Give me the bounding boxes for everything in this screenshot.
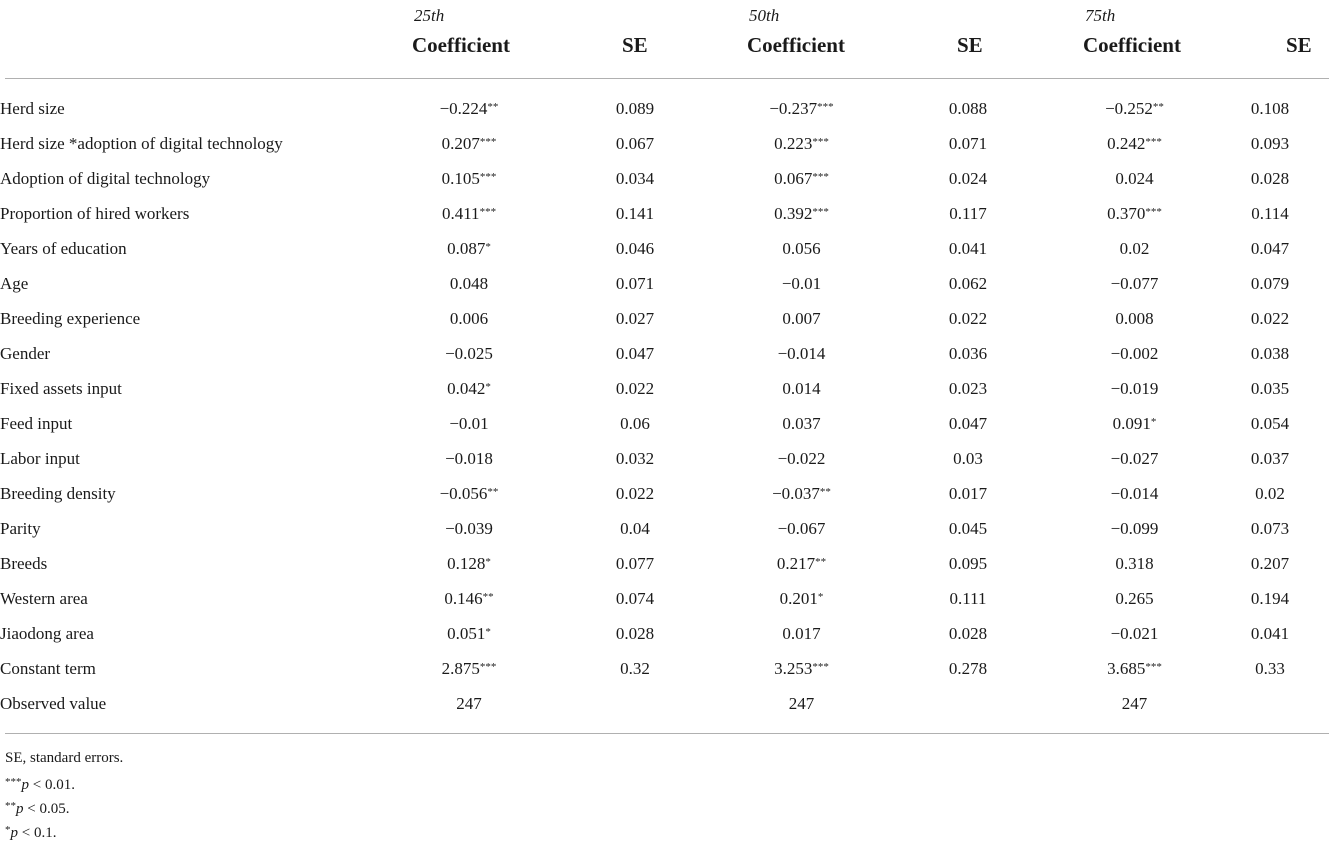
table-row — [0, 371, 1334, 406]
coef-50th-cell: 0.223*** — [774, 133, 829, 153]
note-p005: **p < 0.05. — [5, 800, 70, 817]
se-25th-cell: 0.047 — [615, 343, 655, 363]
se-25th-cell: 0.028 — [615, 623, 655, 643]
coef-25th-cell: 0.128* — [447, 553, 491, 573]
table-row — [0, 511, 1334, 546]
se-50th-cell: 0.023 — [948, 378, 988, 398]
quantile-50th-label: 50th — [749, 6, 780, 25]
row-label: Labor input — [0, 448, 80, 468]
coef-header-25th: Coefficient — [412, 33, 510, 57]
se-50th-cell: 0.045 — [948, 518, 988, 538]
se-75th-cell: 0.194 — [1250, 588, 1290, 608]
se-50th-cell: 0.036 — [948, 343, 988, 363]
table-row — [0, 91, 1334, 126]
se-50th-cell: 0.047 — [948, 413, 988, 433]
se-50th-cell: 0.041 — [948, 238, 988, 258]
coef-25th-cell: 247 — [456, 693, 482, 713]
se-25th-cell: 0.034 — [615, 168, 655, 188]
row-label: Breeding density — [0, 483, 116, 503]
table-row — [0, 161, 1334, 196]
se-50th-cell: 0.278 — [948, 658, 988, 678]
se-25th-cell: 0.089 — [615, 98, 655, 118]
note-se: SE, standard errors. — [5, 750, 124, 766]
row-label: Adoption of digital technology — [0, 168, 211, 188]
coef-header-75th: Coefficient — [1083, 33, 1181, 57]
coef-75th-cell: 0.370*** — [1107, 203, 1162, 223]
row-label: Herd size — [0, 98, 65, 118]
table-row — [0, 476, 1334, 511]
se-75th-cell: 0.114 — [1251, 203, 1289, 223]
se-50th-cell: 0.024 — [948, 168, 988, 188]
row-label: Breeding experience — [0, 308, 141, 328]
table-row — [0, 196, 1334, 231]
coef-50th-cell: −0.067 — [777, 518, 826, 538]
se-75th-cell: 0.038 — [1250, 343, 1290, 363]
coef-75th-cell: 0.008 — [1115, 308, 1154, 328]
se-25th-cell: 0.04 — [620, 518, 650, 538]
coef-50th-cell: 3.253*** — [774, 658, 829, 678]
se-50th-cell: 0.117 — [949, 203, 987, 223]
coef-75th-cell: 0.242*** — [1107, 133, 1162, 153]
row-label: Age — [0, 273, 29, 293]
coef-50th-cell: 0.201* — [779, 588, 824, 608]
se-25th-cell: 0.071 — [615, 273, 655, 293]
se-50th-cell: 0.071 — [948, 133, 988, 153]
coef-25th-cell: 0.042* — [447, 378, 491, 398]
table-row — [0, 126, 1334, 161]
quantile-75th-label: 75th — [1085, 6, 1116, 25]
se-25th-cell: 0.022 — [615, 378, 655, 398]
coef-50th-cell: −0.037** — [772, 483, 831, 503]
row-label: Constant term — [0, 658, 96, 678]
coef-50th-cell: −0.014 — [777, 343, 826, 363]
quantile-25th-label: 25th — [414, 6, 445, 25]
coef-75th-cell: 0.318 — [1115, 553, 1154, 573]
table-row — [0, 581, 1334, 616]
se-75th-cell: 0.022 — [1250, 308, 1290, 328]
coef-75th-cell: −0.099 — [1110, 518, 1159, 538]
row-label: Jiaodong area — [0, 623, 94, 643]
row-label: Parity — [0, 518, 41, 538]
row-label: Herd size *adoption of digital technology — [0, 133, 283, 153]
coef-25th-cell: −0.025 — [445, 343, 493, 363]
se-75th-cell — [1206, 686, 1334, 721]
coef-75th-cell: 0.091* — [1112, 413, 1157, 433]
se-75th-cell: 0.041 — [1250, 623, 1290, 643]
coef-75th-cell: −0.252** — [1105, 98, 1164, 118]
se-75th-cell: 0.037 — [1250, 448, 1290, 468]
se-header-50th: SE — [957, 33, 983, 57]
coef-25th-cell: −0.01 — [449, 413, 489, 433]
coef-50th-cell: 0.067*** — [774, 168, 829, 188]
table-row — [0, 546, 1334, 581]
row-label: Breeds — [0, 553, 48, 573]
row-label: Western area — [0, 588, 88, 608]
se-50th-cell: 0.088 — [948, 98, 988, 118]
se-75th-cell: 0.073 — [1250, 518, 1290, 538]
coef-25th-cell: 0.411*** — [441, 203, 497, 223]
coef-50th-cell: 0.056 — [782, 238, 821, 258]
table-row — [0, 336, 1334, 371]
se-50th-cell: 0.028 — [948, 623, 988, 643]
coef-75th-cell: 0.02 — [1119, 238, 1150, 258]
se-25th-cell: 0.032 — [615, 448, 655, 468]
se-header-25th: SE — [622, 33, 648, 57]
se-75th-cell: 0.33 — [1255, 658, 1285, 678]
table-notes — [5, 746, 123, 842]
se-75th-cell: 0.207 — [1250, 553, 1290, 573]
coef-50th-cell: 0.392*** — [774, 203, 829, 223]
header-rule — [5, 78, 1329, 79]
coef-75th-cell: 3.685*** — [1107, 658, 1162, 678]
row-label: Observed value — [0, 693, 107, 713]
se-25th-cell: 0.32 — [620, 658, 650, 678]
coef-25th-cell: −0.018 — [445, 448, 493, 468]
se-50th-cell: 0.062 — [948, 273, 988, 293]
coef-header-50th: Coefficient — [747, 33, 845, 57]
se-50th-cell: 0.03 — [953, 448, 983, 468]
coef-25th-cell: 0.048 — [449, 273, 489, 293]
se-25th-cell: 0.027 — [615, 308, 655, 328]
coef-75th-cell: −0.014 — [1110, 483, 1159, 503]
se-50th-cell: 0.111 — [949, 588, 987, 608]
se-75th-cell: 0.108 — [1250, 98, 1290, 118]
se-50th-cell: 0.095 — [948, 553, 988, 573]
row-label: Fixed assets input — [0, 378, 122, 398]
coef-75th-cell: −0.019 — [1110, 378, 1159, 398]
coef-50th-cell: −0.01 — [781, 273, 822, 293]
coef-25th-cell: 2.875*** — [441, 658, 497, 678]
row-label: Gender — [0, 343, 51, 363]
regression-table — [0, 91, 1334, 721]
coef-75th-cell: −0.077 — [1110, 273, 1159, 293]
coef-75th-cell: 0.265 — [1115, 588, 1154, 608]
table-row — [0, 686, 1334, 721]
coef-75th-cell: −0.002 — [1110, 343, 1159, 363]
coef-25th-cell: 0.006 — [449, 308, 489, 328]
se-header-75th: SE — [1286, 33, 1312, 57]
coef-50th-cell: 0.007 — [782, 308, 821, 328]
coef-25th-cell: −0.039 — [445, 518, 493, 538]
se-25th-cell: 0.074 — [615, 588, 655, 608]
table-row — [0, 231, 1334, 266]
coef-25th-cell: 0.087* — [447, 238, 491, 258]
coef-25th-cell: −0.224** — [439, 98, 499, 118]
coef-50th-cell: 247 — [788, 693, 815, 713]
row-label: Years of education — [0, 238, 127, 258]
coef-75th-cell: −0.021 — [1110, 623, 1159, 643]
coef-50th-cell: 0.014 — [782, 378, 821, 398]
table-row — [0, 406, 1334, 441]
coef-25th-cell: 0.207*** — [441, 133, 497, 153]
coef-50th-cell: 0.037 — [782, 413, 821, 433]
coef-25th-cell: 0.105*** — [441, 168, 497, 188]
se-75th-cell: 0.035 — [1250, 378, 1290, 398]
coef-25th-cell: −0.056** — [439, 483, 499, 503]
table-row — [0, 616, 1334, 651]
coef-50th-cell: 0.217** — [776, 553, 827, 573]
se-25th-cell: 0.067 — [615, 133, 655, 153]
se-25th-cell — [540, 686, 730, 721]
note-p001: ***p < 0.01. — [5, 776, 75, 793]
note-p01: *p < 0.1. — [5, 824, 57, 841]
footer-rule — [5, 733, 1329, 734]
table-body — [0, 91, 1334, 721]
coef-25th-cell: 0.051* — [447, 623, 491, 643]
se-25th-cell: 0.077 — [615, 553, 655, 573]
se-75th-cell: 0.02 — [1255, 483, 1285, 503]
se-75th-cell: 0.054 — [1250, 413, 1290, 433]
se-25th-cell: 0.022 — [615, 483, 655, 503]
se-75th-cell: 0.079 — [1250, 273, 1290, 293]
se-50th-cell: 0.022 — [948, 308, 988, 328]
table-row — [0, 266, 1334, 301]
se-50th-cell: 0.017 — [948, 483, 988, 503]
se-25th-cell: 0.141 — [615, 203, 655, 223]
coef-75th-cell: 247 — [1121, 693, 1148, 713]
se-50th-cell — [873, 686, 1063, 721]
coef-50th-cell: −0.237*** — [769, 98, 834, 118]
row-label: Feed input — [0, 413, 73, 433]
se-75th-cell: 0.028 — [1250, 168, 1290, 188]
se-75th-cell: 0.093 — [1250, 133, 1290, 153]
coef-50th-cell: −0.022 — [777, 448, 826, 468]
se-75th-cell: 0.047 — [1250, 238, 1290, 258]
se-25th-cell: 0.046 — [615, 238, 655, 258]
coef-25th-cell: 0.146** — [444, 588, 494, 608]
se-25th-cell: 0.06 — [620, 413, 650, 433]
table-row — [0, 301, 1334, 336]
coef-75th-cell: −0.027 — [1110, 448, 1159, 468]
table-row — [0, 651, 1334, 686]
coef-75th-cell: 0.024 — [1115, 168, 1154, 188]
table-row — [0, 441, 1334, 476]
row-label: Proportion of hired workers — [0, 203, 190, 223]
coef-50th-cell: 0.017 — [782, 623, 821, 643]
